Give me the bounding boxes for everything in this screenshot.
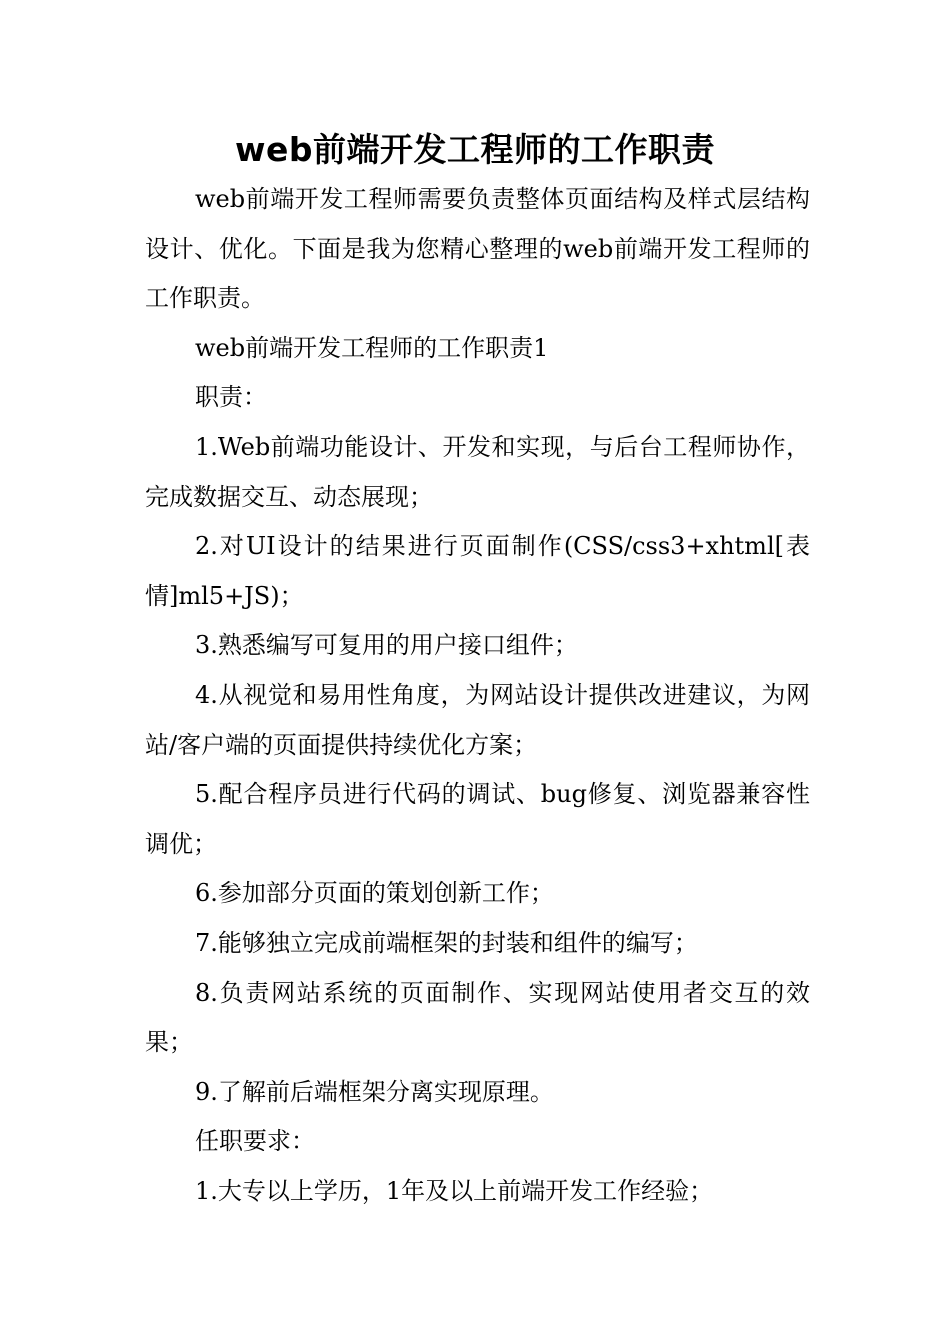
duty-item: 3.熟悉编写可复用的用户接口组件； [195,631,578,660]
intro-paragraph: web前端开发工程师需要负责整体页面结构及样式层结构设计、优化。下面是我为您精心整理的web前端开发工程师的工作职责。 [145,185,810,313]
duty-item: 1.Web前端功能设计、开发和实现，与后台工程师协作，完成数据交互、动态展现； [145,432,810,511]
duty-item: 2.对UI设计的结果进行页面制作(CSS/css3+xhtml[表情]ml5+JS)； [145,532,810,610]
duty-item: 4.从视觉和易用性角度，为网站设计提供改进建议，为网站/客户端的页面提供持续优化方案； [145,680,810,759]
requirements-label: 任职要求： [195,1127,315,1156]
document-body [145,175,810,1216]
duties-label: 职责： [195,383,267,412]
duty-item: 8.负责网站系统的页面制作、实现网站使用者交互的效果； [145,978,810,1057]
duty-item: 6.参加部分页面的策划创新工作； [195,879,554,908]
duty-item: 7.能够独立完成前端框架的封装和组件的编写； [195,928,698,957]
duty-item: 9.了解前后端框架分离实现原理。 [195,1077,554,1106]
document-title: web前端开发工程师的工作职责 [235,130,715,169]
requirement-item: 1.大专以上学历，1年及以上前端开发工作经验； [195,1176,714,1205]
section-heading: web前端开发工程师的工作职责1 [195,333,549,362]
duty-item: 5.配合程序员进行代码的调试、bug修复、浏览器兼容性调优； [145,780,810,858]
